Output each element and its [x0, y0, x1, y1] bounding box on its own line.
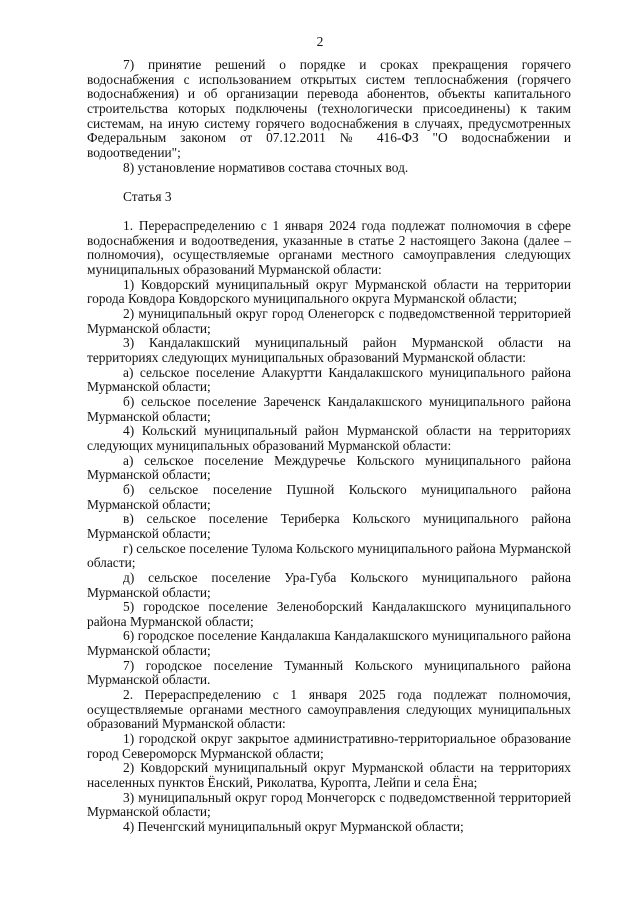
part-1-subitem: а) сельское поселение Алакуртти Кандалакшского муниципального района Мурманской области; — [87, 364, 571, 395]
part-1-subitem: в) сельское поселение Териберка Кольского муниципального района Мурманской области; — [87, 511, 571, 541]
part-1-item: 2) муниципальный округ город Оленегорск с подведомственной территорией Мурманской области; — [87, 306, 571, 336]
part-1-item: 6) городское поселение Кандалакша Кандалакшского муниципального района Мурманской области; — [87, 628, 571, 659]
part-2-item: 4) Печенгский муниципальный округ Мурманской области; — [123, 819, 464, 834]
part-1-item: 4) Кольский муниципальный район Мурманской области на территориях следующих муниципальных образований Мурманской области: — [87, 423, 571, 453]
part-1-subitem: а) сельское поселение Междуречье Кольского муниципального района Мурманской области; — [87, 452, 571, 483]
article-heading: Статья 3 — [123, 188, 172, 204]
part-2-item: 1) городской округ закрытое административно-территориальное образование город Североморск Мурманской области; — [87, 731, 571, 761]
part-1-item: 5) городское поселение Зеленоборский Кандалакшского муниципального района Мурманской области; — [87, 599, 571, 629]
page-number: 2 — [316, 34, 324, 49]
part-2-intro: 2. Перераспределению с 1 января 2025 года подлежат полномочия, осуществляемые органами местного самоуправления следующих муниципальных образований Мурманской области: — [87, 687, 571, 732]
part-1-subitem: д) сельское поселение Ура-Губа Кольского муниципального района Мурманской области; — [87, 569, 571, 600]
paragraph-item-7: 7) принятие решений о порядке и сроках прекращения горячего водоснабжения с использованием открытых систем теплоснабжения (горячего водоснабжения) и об организации перевода абонентов, объекты капитального строительства которых подключены (технологически присоединены) к таким системам, на иную систему горячего водоснабжения в случаях, предусмотренных Федеральным законом от 07.12.2011 № 416-ФЗ "О водоснабжении и водоотведении"; — [87, 57, 571, 160]
part-2-item: 2) Ковдорский муниципальный округ Мурманской области на территориях населенных пунктов Ёнский, Риколатва, Куропта, Лейпи и села Ёна; — [87, 760, 571, 791]
part-1-item: 3) Кандалакшский муниципальный район Мурманской области на территориях следующих муниципальных образований Мурманской области: — [87, 335, 571, 365]
part-1-subitem: б) сельское поселение Зареченск Кандалакшского муниципального района Мурманской области; — [87, 393, 571, 424]
part-1-item: 7) городское поселение Туманный Кольского муниципального района Мурманской области. — [87, 657, 571, 688]
document-body — [87, 58, 571, 835]
part-1-item: 1) Ковдорский муниципальный округ Мурманской области на территории города Ковдора Ковдорского муниципального округа Мурманской области; — [87, 276, 571, 307]
part-1-subitem: г) сельское поселение Тулома Кольского муниципального района Мурманской области; — [87, 540, 571, 571]
part-1-intro: 1. Перераспределению с 1 января 2024 года подлежат полномочия в сфере водоснабжения и водоотведения, указанные в статье 2 настоящего Закона (далее – полномочия), осуществляемые органами местного самоуправления следующих муниципальных образований Мурманской области: — [87, 218, 571, 278]
part-1-subitem: б) сельское поселение Пушной Кольского муниципального района Мурманской области; — [87, 481, 571, 512]
paragraph-item-8: 8) установление нормативов состава сточных вод. — [123, 159, 409, 175]
part-2-item: 3) муниципальный округ город Мончегорск с подведомственной территорией Мурманской области; — [87, 789, 571, 820]
